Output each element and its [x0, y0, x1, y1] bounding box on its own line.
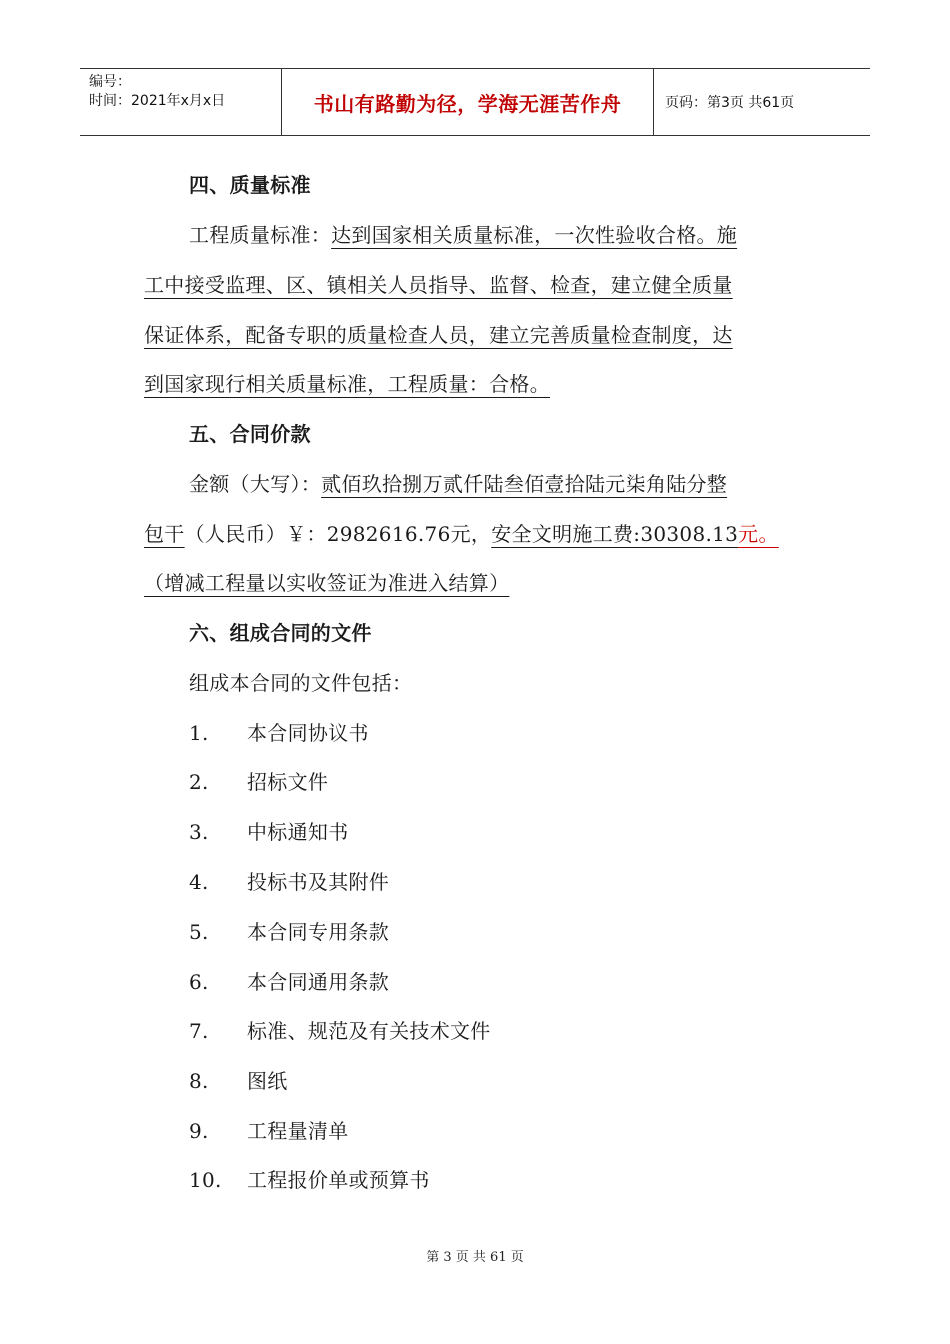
list-item-text: 图纸 [247, 1069, 288, 1093]
settlement-note: （增减工程量以实收签证为准进入结算） [144, 571, 510, 595]
rmb-amount: （人民币）￥：2982616.76元， [184, 522, 492, 546]
list-item-number: 5. [189, 920, 209, 944]
section-4-line-4 [144, 370, 614, 398]
amount-label: 金额（大写）： [189, 472, 322, 496]
list-item-text: 本合同通用条款 [247, 970, 390, 994]
header-page-info: 页码：第3页 共61页 [665, 95, 795, 111]
safety-fee: 安全文明施工费:30308.13 [491, 522, 739, 546]
header-meta [80, 69, 282, 135]
list-item-number: 7. [189, 1019, 209, 1043]
list-item [189, 918, 389, 946]
amount-line [189, 470, 727, 498]
list-item [189, 1166, 430, 1194]
list-item [189, 968, 389, 996]
list-item [189, 1067, 288, 1095]
section-4-line-3: 保证体系，配备专职的质量检查人员，建立完善质量检查制度，达 [144, 323, 733, 347]
section-6-intro: 组成本合同的文件包括： [189, 671, 413, 695]
list-item [189, 1017, 491, 1045]
section-4-line-1 [189, 221, 737, 249]
list-item [189, 818, 349, 846]
list-item-text: 招标文件 [247, 770, 329, 794]
serial-label: 编号： [89, 74, 131, 90]
amount-line-2 [144, 520, 779, 548]
time-label: 时间：2021年x月x日 [89, 93, 226, 109]
list-item [189, 1117, 349, 1145]
quality-text-4: 到国家现行相关质量标准，工程质量：合格。 [144, 372, 550, 396]
list-item-number: 9. [189, 1119, 209, 1143]
list-item [189, 768, 328, 796]
page-footer: 第 3 页 共 61 页 [426, 1250, 524, 1265]
section-4-line-2: 工中接受监理、区、镇相关人员指导、监督、检查，建立健全质量 [144, 273, 733, 297]
list-item [189, 868, 389, 896]
list-item-number: 3. [189, 820, 209, 844]
list-item-text: 工程报价单或预算书 [247, 1168, 430, 1192]
list-item-text: 工程量清单 [247, 1119, 349, 1143]
safety-fee-unit: 元。 [738, 522, 779, 546]
list-item-number: 8. [189, 1069, 209, 1093]
list-item-number: 1. [189, 721, 209, 745]
list-item-number: 10. [189, 1168, 222, 1192]
section-6-heading: 六、组成合同的文件 [189, 621, 372, 645]
section-4-heading: 四、质量标准 [189, 173, 311, 197]
list-item-text: 本合同专用条款 [247, 920, 390, 944]
list-item-text: 投标书及其附件 [247, 870, 390, 894]
list-item-number: 6. [189, 970, 209, 994]
list-item-text: 中标通知书 [247, 820, 349, 844]
list-item-text: 本合同协议书 [247, 721, 369, 745]
list-item-number: 4. [189, 870, 209, 894]
list-item-text: 标准、规范及有关技术文件 [247, 1019, 491, 1043]
quality-label: 工程质量标准： [189, 223, 332, 247]
page-header [80, 68, 870, 136]
list-item [189, 719, 369, 747]
quality-text-1: 达到国家相关质量标准，一次性验收合格。施 [331, 223, 738, 247]
list-item-number: 2. [189, 770, 209, 794]
header-motto: 书山有路勤为径，学海无涯苦作舟 [282, 69, 654, 135]
section-5-heading: 五、合同价款 [189, 422, 311, 446]
lump-sum-text: 包干 [144, 522, 185, 546]
amount-words: 贰佰玖拾捌万贰仟陆叁佰壹拾陆元柒角陆分整 [321, 472, 728, 496]
